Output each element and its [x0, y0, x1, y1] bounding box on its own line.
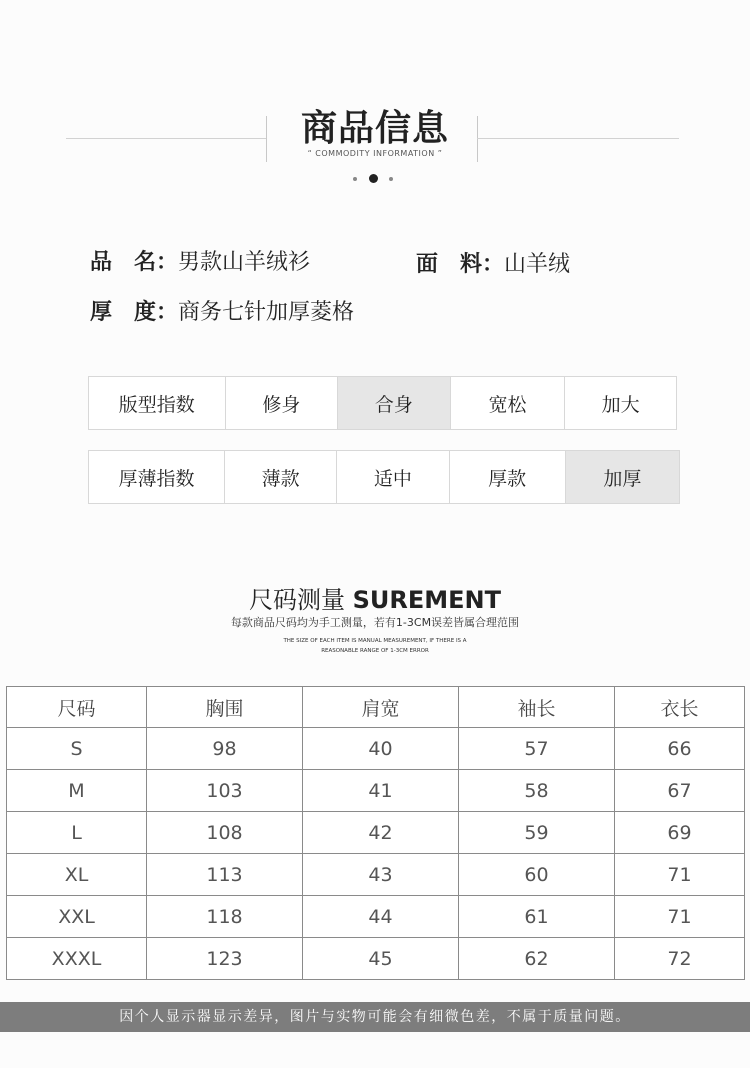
column-header: 衣长	[615, 687, 745, 728]
dot-indicator-left	[353, 177, 357, 181]
size-table-header	[7, 687, 745, 728]
info-thickness	[90, 295, 354, 326]
column-header: 肩宽	[303, 687, 459, 728]
fit-option-loose: 宽松	[450, 377, 565, 430]
table-cell: M	[7, 770, 147, 812]
column-header: 袖长	[459, 687, 615, 728]
table-cell: 42	[303, 812, 459, 854]
table-cell: 71	[615, 896, 745, 938]
table-cell: 44	[303, 896, 459, 938]
thickness-index-table	[88, 450, 680, 504]
size-table	[6, 686, 745, 980]
size-note-en	[0, 636, 750, 656]
table-cell: 45	[303, 938, 459, 980]
fit-index-label: 版型指数	[89, 377, 226, 430]
table-cell: L	[7, 812, 147, 854]
table-cell: 66	[615, 728, 745, 770]
size-note-en-line2: REASONABLE RANGE OF 1-3CM ERROR	[321, 648, 429, 654]
table-cell: 71	[615, 854, 745, 896]
thickness-option-thick: 厚款	[449, 451, 565, 504]
table-cell: S	[7, 728, 147, 770]
info-name	[90, 245, 310, 276]
fit-index-table	[88, 376, 677, 430]
page-title: 商品信息	[300, 108, 449, 149]
table-cell: 62	[459, 938, 615, 980]
thickness-option-extra-thick: 加厚	[565, 451, 679, 504]
info-fabric-value: 山羊绒	[504, 252, 571, 277]
info-name-label: 品 名：	[90, 250, 179, 275]
table-cell: 118	[147, 896, 303, 938]
size-heading	[0, 580, 750, 615]
table-cell: 72	[615, 938, 745, 980]
thickness-index-label: 厚薄指数	[89, 451, 225, 504]
table-cell: 58	[459, 770, 615, 812]
size-heading-cn: 尺码测量	[248, 586, 345, 614]
column-header: 胸围	[147, 687, 303, 728]
table-cell: 41	[303, 770, 459, 812]
size-heading-en: SUREMENT	[352, 586, 502, 614]
dot-indicator-active	[369, 174, 378, 183]
table-cell: XL	[7, 854, 147, 896]
fit-option-plus: 加大	[565, 377, 677, 430]
table-cell: 108	[147, 812, 303, 854]
table-cell: 60	[459, 854, 615, 896]
thickness-option-thin: 薄款	[225, 451, 337, 504]
table-cell: 61	[459, 896, 615, 938]
thickness-option-medium: 适中	[337, 451, 449, 504]
fit-option-slim: 修身	[225, 377, 338, 430]
table-cell: 67	[615, 770, 745, 812]
info-fabric-label: 面 料：	[416, 252, 505, 277]
size-note: 每款商品尺码均为手工测量，若有1-3CM误差皆属合理范围	[230, 616, 520, 629]
table-cell: 113	[147, 854, 303, 896]
table-cell: 59	[459, 812, 615, 854]
table-row	[7, 896, 745, 938]
page-subtitle: “ COMMODITY INFORMATION ”	[307, 149, 443, 158]
dot-indicator-right	[389, 177, 393, 181]
column-header: 尺码	[7, 687, 147, 728]
footer-disclaimer: 因个人显示器显示差异，图片与实物可能会有细微色差，不属于质量问题。	[0, 1002, 750, 1032]
table-row	[7, 812, 745, 854]
table-row	[7, 728, 745, 770]
table-cell: 43	[303, 854, 459, 896]
info-thickness-label: 厚 度：	[90, 300, 179, 325]
table-cell: XXL	[7, 896, 147, 938]
info-thickness-value: 商务七针加厚菱格	[178, 300, 355, 325]
table-cell: 40	[303, 728, 459, 770]
info-name-value: 男款山羊绒衫	[178, 250, 311, 275]
table-row	[7, 854, 745, 896]
table-row	[7, 770, 745, 812]
table-row	[7, 938, 745, 980]
table-cell: XXXL	[7, 938, 147, 980]
table-cell: 69	[615, 812, 745, 854]
table-cell: 103	[147, 770, 303, 812]
fit-option-regular: 合身	[338, 377, 451, 430]
size-note-en-line1: THE SIZE OF EACH ITEM IS MANUAL MEASUREMENT, IF THERE IS A	[283, 638, 467, 644]
table-cell: 123	[147, 938, 303, 980]
info-fabric	[416, 247, 570, 278]
table-cell: 98	[147, 728, 303, 770]
table-cell: 57	[459, 728, 615, 770]
